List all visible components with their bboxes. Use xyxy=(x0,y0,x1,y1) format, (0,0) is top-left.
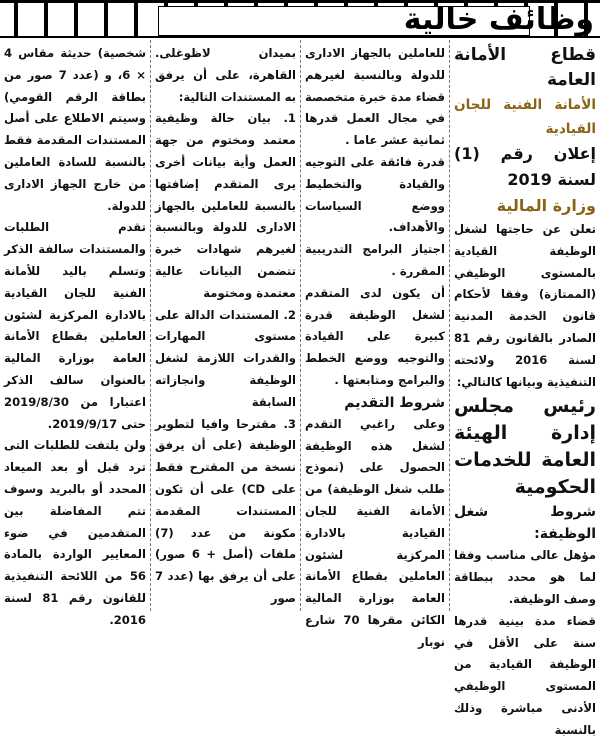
column-1 xyxy=(450,40,600,737)
section-banner xyxy=(0,0,600,38)
column-3 xyxy=(150,40,300,611)
announcement-number: إعلان رقم (1) لسنة 2019 xyxy=(454,144,596,189)
paragraph: قدرة فائقة على التوجيه والقيادة والتخطيط ووضع السياسات والأهداف. xyxy=(305,154,445,235)
paragraph: وعلى راغبي التقدم لشغل هذه الوظيفة الحصول على (نموذج طلب شغل الوظيفة) من الأمانة الفنية للجان القيادية بالادارة المركزية لشئون العاملين بقطاع الأمانة العامة بوزارة المالية الكائن مقرها 70 شارع نوبار xyxy=(305,416,445,649)
condition-1: مؤهل عالى مناسب وفقا لما هو محدد ببطاقة وصف الوظيفة. xyxy=(454,548,596,606)
sector-heading: قطاع الأمانة العامة xyxy=(454,45,596,90)
document-item-3: 3. مقترحا وافيا لتطوير الوظيفة (على أن يرفق نسخة من المقترح فقط على CD) على أن تكون المستندات المقدمة مكونة من عدد (7) ملفات (أصل + 6 صور) على أن يرفق بها (عدد 7 صور xyxy=(155,416,297,605)
conditions-title: شروط شغل الوظيفة: xyxy=(454,504,596,543)
apply-conditions-title: شروط التقديم xyxy=(344,394,445,411)
intro-paragraph: تعلن عن حاجتها لشغل الوظيفة القيادية بالمستوى الوظيفي (الممتازة) وفقا لأحكام قانون الخدمة المدنية الصادر بالقانون رقم 81 لسنة 2016 ولائحته التنفيذية وبيانها كالتالي: xyxy=(454,222,596,389)
secretariat-heading: الأمانة الفنية للجان القيادية xyxy=(454,97,596,137)
article-body xyxy=(0,40,600,737)
document-item-2: 2. المستندات الدالة على مستوى المهارات والقدرات اللازمة لشغل الوظيفة وانجازاته السابقة xyxy=(155,307,296,409)
paragraph: شخصية) حديثة مقاس 4 × 6، و (عدد 7 صور من بطاقة الرقم القومي) وسيتم الاطلاع على أصل المستندات المقدمة فقط بالنسبة للسادة العاملين من خارج الجهاز الادارى للدولة. xyxy=(4,46,146,213)
paragraph: أن يكون لدى المتقدم لشغل الوظيفة قدرة كبيرة على القيادة والتوجيه ووضع الخطط والبرامج ومتابعتها . xyxy=(305,285,445,387)
paragraph: تقدم الطلبات والمستندات سالفة الذكر وتسلم باليد للأمانة الفنية للجان القيادية بالادارة المركزية لشئون العاملين بقطاع الأمانة العامة بوزارة المالية بالعنوان سالف الذكر اعتبارا من 2019/8/30 حتى 2019/9/17. xyxy=(4,220,146,431)
paragraph: اجتياز البرامج التدريبية المقررة . xyxy=(305,242,445,278)
column-2 xyxy=(300,40,450,649)
document-item-1: 1. بيان حالة وظيفية معتمد ومختوم من جهة العمل وأية بيانات أخرى يرى المتقدم إضافتها بالنسبة للعاملين بالجهاز الادارى للدولة وبالنسبة لغيرهم شهادات خبرة تتضمن البيانات عالية معتمدة ومختومة xyxy=(155,111,296,300)
condition-2: قضاء مدة بينية قدرها سنة على الأقل في الوظيفة القيادية من المستوى الوظيفي الأدنى مباشرة وذلك بالنسبة xyxy=(454,613,596,737)
column-4 xyxy=(0,40,150,627)
paragraph: للعاملين بالجهاز الادارى للدولة وبالنسبة لغيرهم قضاء مدة خبرة متخصصة في مجال العمل قدرها ثمانية عشر عاما . xyxy=(305,46,445,148)
ministry-heading: وزارة المالية xyxy=(496,196,596,215)
paragraph: ولن يلتفت للطلبات التى ترد قبل أو بعد الميعاد المحدد أو بالبريد وسوف تتم المفاضلة بين المتقدمين في ضوء المعايير الواردة بالمادة 56 من اللائحة التنفيذية للقانون رقم 81 لسنة 2016. xyxy=(4,438,146,627)
banner-title: وظائف خالية xyxy=(403,2,594,37)
paragraph: بميدان لاظوغلى. القاهرة، على أن يرفق به المستندات التالية: xyxy=(155,46,296,104)
position-title: رئيس مجلس إدارة الهيئة العامة للخدمات الحكومية xyxy=(454,395,596,499)
